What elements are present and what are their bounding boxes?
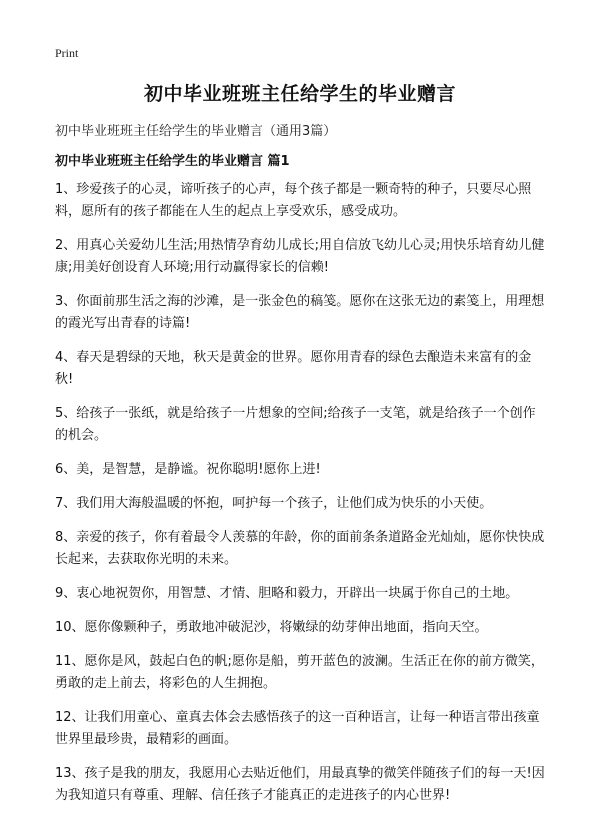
list-item: 3、你面前那生活之海的沙滩，是一张金色的稿笺。愿你在这张无边的素笺上，用理想的霞光写出青春的诗篇! (55, 294, 545, 331)
list-item: 9、衷心地祝贺你，用智慧、才情、胆略和毅力，开辟出一块属于你自己的土地。 (55, 586, 519, 601)
list-item: 2、用真心关爱幼儿生活;用热情孕育幼儿成长;用自信放飞幼儿心灵;用快乐培育幼儿健康;用美好创设育人环境;用行动赢得家长的信赖! (55, 238, 545, 275)
list-item: 8、亲爱的孩子，你有着最令人羡慕的年龄，你的面前条条道路金光灿灿，愿你快快成长起来，去获取你光明的未来。 (55, 530, 545, 567)
list-item: 12、让我们用童心、童真去体会去感悟孩子的这一百种语言，让每一种语言带出孩童世界里最珍贵，最精彩的画面。 (55, 710, 540, 747)
list-item: 7、我们用大海般温暖的怀抱，呵护每一个孩子，让他们成为快乐的小天使。 (55, 496, 493, 511)
message-list (55, 179, 547, 819)
list-item: 11、愿你是风，鼓起白色的帆;愿你是船，剪开蓝色的波澜。生活正在你的前方微笑，勇敢的走上前去，将彩色的人生拥抱。 (55, 654, 544, 691)
document-subtitle: 初中毕业班班主任给学生的毕业赠言（通用3篇） (55, 124, 337, 139)
list-item: 5、给孩子一张纸，就是给孩子一片想象的空间;给孩子一支笔，就是给孩子一个创作的机会。 (55, 406, 536, 443)
list-item: 13、孩子是我的朋友，我愿用心去贴近他们，用最真挚的微笑伴随孩子们的每一天!因为我知道只有尊重、理解、信任孩子才能真正的走进孩子的内心世界! (55, 766, 545, 803)
list-item: 10、愿你像颗种子，勇敢地冲破泥沙，将嫩绿的幼芽伸出地面，指向天空。 (55, 620, 488, 635)
list-item: 1、珍爱孩子的心灵，谛听孩子的心声，每个孩子都是一颗奇特的种子，只要尽心照料，愿所有的孩子都能在人生的起点上享受欢乐，感受成功。 (55, 182, 532, 219)
section-heading: 初中毕业班班主任给学生的毕业赠言 篇1 (55, 154, 290, 169)
list-item: 4、春天是碧绿的天地，秋天是黄金的世界。愿你用青春的绿色去酿造未来富有的金秋! (55, 350, 532, 387)
page-title: 初中毕业班班主任给学生的毕业赠言 (143, 83, 456, 105)
list-item: 6、美，是智慧，是静谧。祝你聪明!愿你上进! (55, 462, 321, 477)
print-link[interactable]: Print (55, 46, 79, 60)
